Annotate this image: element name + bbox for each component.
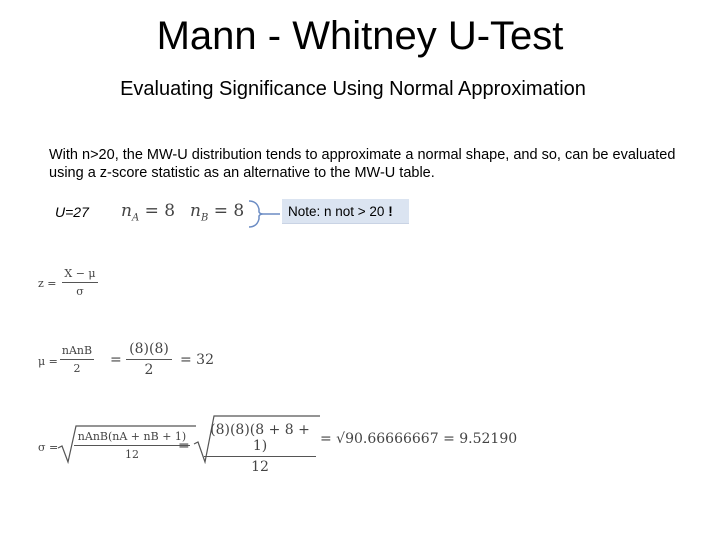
nb-subscript: B [200, 212, 209, 224]
mu-numerator-numeric: (8)(8) [129, 341, 169, 357]
sigma-denominator: 12 [125, 448, 139, 461]
note-box [282, 199, 409, 224]
mu-lhs: μ = [38, 355, 58, 368]
z-fraction-bar [62, 282, 98, 283]
z-numerator: X − μ [64, 267, 96, 280]
nb-value: = 8 [213, 201, 245, 221]
u-value: U=27 [55, 204, 89, 220]
mu-numerator: nAnB [61, 344, 93, 357]
brace-connector [247, 199, 281, 229]
mu-result: = 32 [180, 352, 214, 368]
sigma-denominator-numeric: 12 [251, 459, 269, 475]
sigma-lhs: σ = [38, 441, 59, 454]
mu-fraction-bar [60, 359, 94, 360]
sigma-numerator-numeric: (8)(8)(8 + 8 + 1) [210, 422, 310, 454]
sigma-result: = √90.66666667 = 9.52190 [320, 431, 518, 447]
sigma-fraction-bar [74, 445, 190, 446]
nb-symbol: n [190, 201, 201, 221]
mu-fraction-bar-numeric [126, 359, 172, 360]
sigma-equals: = [178, 438, 190, 454]
na-value: = 8 [144, 201, 176, 221]
z-lhs: z = [38, 277, 57, 290]
body-paragraph: With n>20, the MW-U distribution tends to approximate a normal shape, and so, can be evaluated using a z-score statistic as an alternative to the MW-U table. [49, 147, 676, 181]
z-fraction [62, 267, 98, 298]
mu-equals: = [110, 352, 122, 368]
slide-title: Mann - Whitney U-Test [156, 14, 564, 58]
z-denominator: σ [76, 285, 84, 298]
na-equation [121, 201, 175, 223]
slide-subtitle: Evaluating Significance Using Normal Approximation [120, 78, 586, 100]
mu-fraction [60, 344, 94, 375]
mu-denominator: 2 [73, 362, 81, 375]
note-exclamation: ! [388, 204, 393, 219]
sigma-fraction-numeric [204, 422, 316, 475]
mu-fraction-numeric [126, 341, 172, 378]
na-symbol: n [121, 201, 132, 221]
sigma-fraction [74, 430, 190, 461]
sigma-fraction-bar-numeric [204, 456, 316, 457]
sigma-numerator: nAnB(nA + nB + 1) [77, 430, 187, 443]
mu-denominator-numeric: 2 [144, 362, 154, 378]
note-text: Note: n not > 20 [288, 204, 385, 219]
na-subscript: A [131, 212, 140, 224]
nb-equation [190, 201, 244, 223]
